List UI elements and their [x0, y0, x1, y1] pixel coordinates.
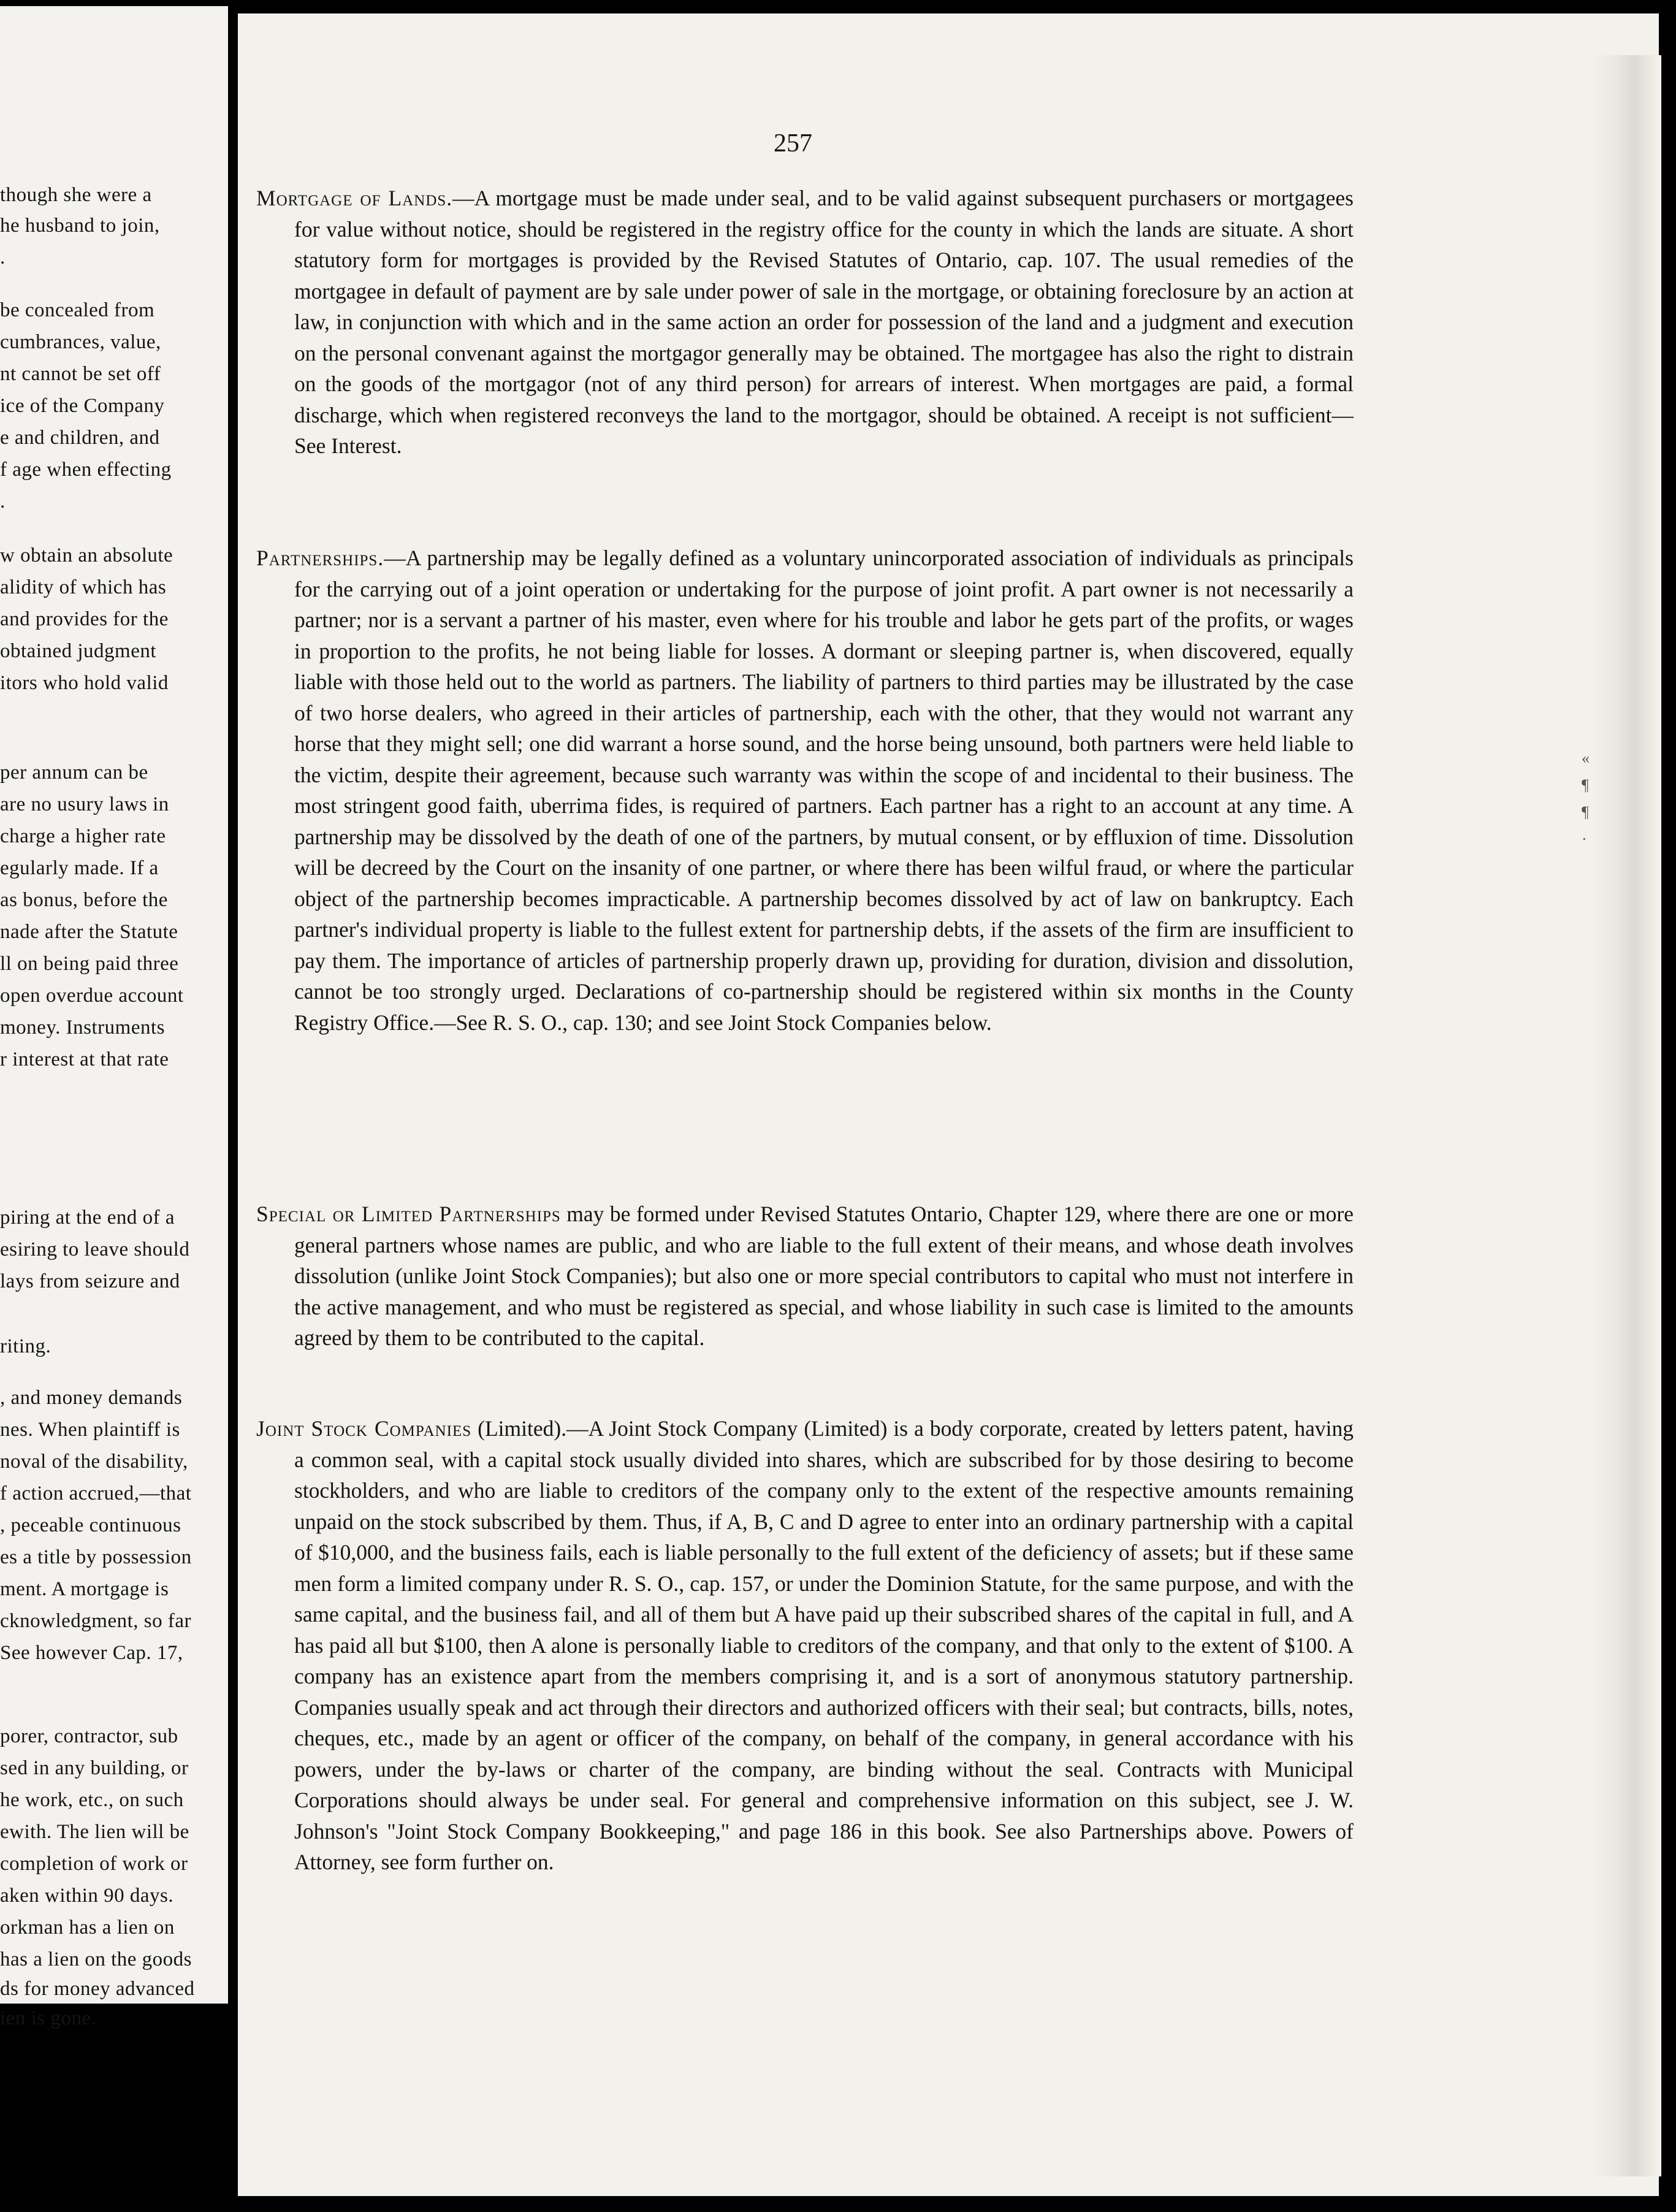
left-line: per annum can be	[0, 761, 148, 784]
section-heading: Mortgage of Lands.	[256, 186, 453, 210]
left-line: nt cannot be set off	[0, 363, 161, 385]
left-line: nes. When plaintiff is	[0, 1419, 180, 1441]
left-line: e and children, and	[0, 427, 160, 449]
page-edge	[1594, 55, 1661, 2176]
section-heading: Partnerships.	[256, 546, 384, 570]
left-line: orkman has a lien on	[0, 1916, 175, 1939]
left-line: ll on being paid three	[0, 953, 179, 975]
left-line: though she were a	[0, 184, 152, 206]
section-joint-stock-companies	[256, 1413, 1354, 1878]
left-line: be concealed from	[0, 299, 155, 321]
left-line: ment. A mortgage is	[0, 1578, 169, 1600]
left-line: cknowledgment, so far	[0, 1610, 191, 1632]
left-line: as bonus, before the	[0, 889, 168, 911]
left-line: alidity of which has	[0, 576, 167, 598]
left-line: r interest at that rate	[0, 1048, 169, 1070]
section-body: —A partnership may be legally defined as a voluntary unincorporated association of individuals as principals for the carrying out of a joint operation or undertaking for the purpose of joint profit. A part owner is not necessarily a partner; nor is a servant a partner of his master, even where for his trouble and labor he gets part of the profits, or wages in proportion to the profits, he not being liable for losses. A dormant or sleeping partner is, when discovered, equally liable with those held out to the world as partners. The liability of partners to third parties may be illustrated by the case of two horse dealers, who agreed in their articles of partnership, each with the other, that they would not warrant any horse that they might sell; one did warrant a horse sound, and the horse being unsound, both partners were held liable to the victim, despite their agreement, because such warranty was within the scope of and incidental to their business. The most stringent good faith, uberrima fides, is required of partners. Each partner has a right to an account at any time. A partnership may be dissolved by the death of one of the partners, by mutual consent, or by effluxion of time. Dissolution will be decreed by the Court on the insanity of one partner, or where there has been wilful fraud, or where the particular object of the partnership becomes impracticable. A partnership becomes dissolved by act of law on bankruptcy. Each partner's individual property is liable to the fullest extent for partnership debts, if the assets of the firm are insufficient to pay them. The importance of articles of partnership properly drawn up, providing for duration, division and dissolution, cannot be too strongly urged. Declarations of co-partnership should be registered within six months in the County Registry Office.—See R. S. O., cap. 130; and see Joint Stock Companies below.	[294, 546, 1354, 1035]
page-number: 257	[774, 129, 812, 158]
left-line: aken within 90 days.	[0, 1885, 174, 1907]
left-line: , and money demands	[0, 1387, 183, 1409]
left-line: itors who hold valid	[0, 672, 169, 694]
left-page-fragment	[0, 6, 228, 2029]
left-line: f age when effecting	[0, 459, 172, 481]
left-line: money. Instruments	[0, 1016, 165, 1039]
margin-mark: «	[1582, 749, 1590, 767]
left-line: .	[0, 246, 6, 269]
margin-mark: ¶	[1582, 776, 1589, 794]
left-line: riting.	[0, 1335, 51, 1357]
section-body: may be formed under Revised Statutes Ontario, Chapter 129, where there are one or more general partners whose names are public, and who are liable to the full extent of their means, and whose death involves dissolution (unlike Joint Stock Companies); but also one or more special contributors to capital who must not interfere in the active management, and who must be registered as special, and whose liability in such case is limited to the amounts agreed by them to be contributed to the capital.	[294, 1202, 1354, 1350]
left-line: piring at the end of a	[0, 1207, 175, 1229]
left-line: ds for money advanced	[0, 1978, 195, 2000]
left-line: he husband to join,	[0, 215, 160, 237]
left-line: f action accrued,—that	[0, 1482, 192, 1505]
section-special-partnerships	[256, 1199, 1354, 1354]
section-body: (Limited).—A Joint Stock Company (Limited) is a body corporate, created by letters patent, having a common seal, with a capital stock usually divided into shares, which are subscribed for by those desiring to become stockholders, and who are liable to creditors of the company only to the extent of the respective amounts remaining unpaid on the stock subscribed by them. Thus, if A, B, C and D agree to enter into an ordinary partnership with a capital of $10,000, and the business fails, each is liable personally to the full extent of the deficiency of assets; but if these same men form a limited company under R. S. O., cap. 157, or under the Dominion Statute, for the same purpose, and with the same capital, and the business fail, and all of them but A have paid up their subscribed shares of the capital in full, and A has paid all but $100, then A alone is personally liable to creditors of the company, and that only to the extent of $100. A company has an existence apart from the members comprising it, and is a sort of anonymous statutory partnership. Companies usually speak and act through their directors and authorized officers with their seal; but contracts, bills, notes, cheques, etc., made by an agent or officer of the company, on behalf of the company, in general accordance with his powers, under the by-laws or charter of the company, are binding without the seal. Contracts with Municipal Corporations should always be under seal. For general and comprehensive information on this subject, see J. W. Johnson's "Joint Stock Company Bookkeeping," and page 186 in this book. See also Partnerships above. Powers of Attorney, see form further on.	[294, 1416, 1354, 1874]
section-partnerships	[256, 543, 1354, 1038]
margin-mark: ¶	[1582, 803, 1589, 821]
left-line: .	[0, 490, 6, 513]
margin-marks	[1582, 745, 1618, 853]
left-line: he work, etc., on such	[0, 1789, 184, 1811]
left-line: charge a higher rate	[0, 825, 166, 847]
left-line: noval of the disability,	[0, 1451, 188, 1473]
left-line: lays from seizure and	[0, 1270, 180, 1292]
left-line: ewith. The lien will be	[0, 1821, 189, 1843]
left-line: See however Cap. 17,	[0, 1642, 183, 1664]
left-line: egularly made. If a	[0, 857, 159, 879]
section-heading: Special or Limited Partnerships	[256, 1202, 561, 1226]
left-line: ien is gone.	[0, 2007, 97, 2029]
section-heading: Joint Stock Companies	[256, 1416, 472, 1441]
left-line: ice of the Company	[0, 395, 165, 417]
left-line: open overdue account	[0, 985, 184, 1007]
section-mortgage-of-lands	[256, 183, 1354, 462]
left-line: esiring to leave should	[0, 1238, 190, 1260]
left-line: , peceable continuous	[0, 1514, 181, 1536]
left-line: nade after the Statute	[0, 921, 178, 943]
left-line: obtained judgment	[0, 640, 157, 662]
left-line: completion of work or	[0, 1853, 188, 1875]
left-line: es a title by possession	[0, 1546, 192, 1568]
left-line: and provides for the	[0, 608, 169, 630]
left-line: sed in any building, or	[0, 1757, 189, 1779]
left-line: porer, contractor, sub	[0, 1725, 178, 1747]
left-line: cumbrances, value,	[0, 331, 161, 353]
left-line: has a lien on the goods	[0, 1948, 192, 1970]
section-body: —A mortgage must be made under seal, and to be valid against subsequent purchasers or mortgagees for value without notice, should be registered in the registry office for the county in which the lands are situate. A short statutory form for mortgages is provided by the Revised Statutes of Ontario, cap. 107. The usual remedies of the mortgagee in default of payment are by sale under power of sale in the mortgage, or obtaining foreclosure by an action at law, in conjunction with which and in the same action an order for possession of the land and a judgment and execution on the personal convenant against the mortgagor generally may be obtained. The mortgagee has also the right to distrain on the goods of the mortgagor (not of any third person) for arrears of interest. When mortgages are paid, a formal discharge, which when registered reconveys the land to the mortgagor, should be obtained. A receipt is not sufficient—See Interest.	[294, 186, 1354, 458]
left-line: w obtain an absolute	[0, 544, 173, 566]
margin-mark: ·	[1582, 830, 1587, 848]
left-line: are no usury laws in	[0, 793, 169, 815]
